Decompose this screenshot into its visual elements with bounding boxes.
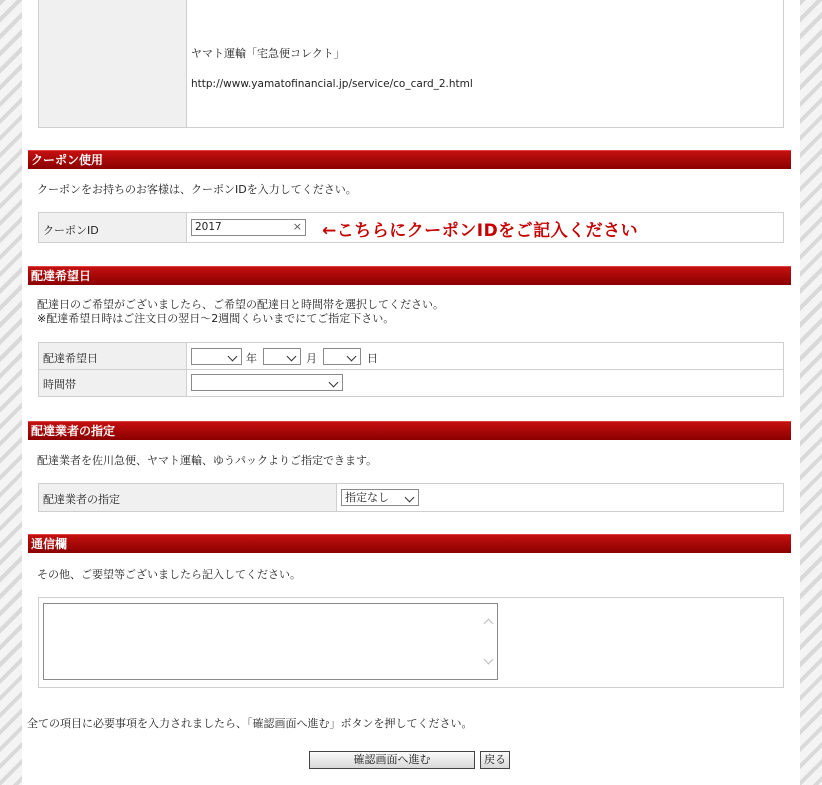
delivery-date-label: 配達希望日	[43, 352, 98, 365]
coupon-id-value: 2017	[195, 221, 222, 233]
delivery-date-description-line1: 配達日のご希望がございましたら、ご希望の配達日と時間帯を選択してください。	[37, 298, 444, 311]
coupon-section-header: クーポン使用	[28, 150, 791, 169]
carrier-section-header: 配達業者の指定	[28, 421, 791, 440]
coupon-annotation: ←こちらにクーポンIDをご記入ください	[322, 221, 639, 241]
month-select[interactable]	[263, 348, 301, 365]
message-scrollbar[interactable]	[481, 604, 497, 679]
yamato-collect-url[interactable]: http://www.yamatofinancial.jp/service/co_card_2.html	[191, 78, 473, 90]
chevron-down-icon	[227, 350, 239, 363]
yamato-collect-title: ヤマト運輸「宅急便コレクト」	[191, 47, 345, 60]
year-unit: 年	[246, 352, 257, 365]
year-select[interactable]	[191, 348, 242, 365]
order-form-page	[22, 0, 800, 785]
row-divider	[39, 369, 783, 370]
delivery-date-table	[38, 342, 784, 397]
chevron-down-icon	[328, 376, 340, 389]
chevron-down-icon	[346, 350, 358, 363]
clear-icon[interactable]: ×	[292, 220, 302, 233]
delivery-date-description-line2: ※配達希望日時はご注文日の翌日～2週間くらいまでにてご指定下さい。	[37, 312, 395, 325]
month-unit: 月	[306, 352, 317, 365]
submit-instruction: 全ての項目に必要事項を入力されましたら、「確認画面へ進む」ボタンを押してください。	[27, 717, 473, 730]
payment-info-label-cell	[39, 0, 187, 127]
message-description: その他、ご要望等ございましたら記入してください。	[37, 568, 301, 581]
delivery-date-section-header: 配達希望日	[28, 266, 791, 285]
carrier-select[interactable]	[341, 489, 419, 506]
carrier-select-value: 指定なし	[345, 491, 389, 504]
chevron-down-icon	[404, 491, 416, 504]
coupon-id-label: クーポンID	[43, 224, 99, 237]
coupon-id-input[interactable]	[191, 219, 306, 236]
time-slot-select[interactable]	[191, 374, 343, 391]
payment-info-table	[38, 0, 784, 128]
message-textarea[interactable]	[43, 603, 498, 680]
carrier-label: 配達業者の指定	[43, 493, 120, 506]
time-slot-label: 時間帯	[43, 378, 76, 391]
coupon-label-cell	[39, 213, 187, 242]
back-button[interactable]: 戻る	[480, 751, 510, 769]
message-table	[38, 597, 784, 688]
carrier-description: 配達業者を佐川急便、ヤマト運輸、ゆうパックよりご指定できます。	[37, 454, 378, 467]
carrier-table	[38, 483, 784, 512]
day-select[interactable]	[323, 348, 361, 365]
day-unit: 日	[367, 352, 378, 365]
background-pattern-left	[0, 0, 22, 785]
message-section-header: 通信欄	[28, 534, 791, 553]
chevron-down-icon[interactable]	[484, 655, 494, 665]
background-pattern-right	[800, 0, 822, 785]
coupon-description: クーポンをお持ちのお客様は、クーポンIDを入力してください。	[37, 183, 357, 196]
chevron-up-icon[interactable]	[484, 619, 494, 629]
chevron-down-icon	[286, 350, 298, 363]
carrier-label-cell	[39, 484, 337, 511]
confirm-button[interactable]: 確認画面へ進む	[309, 751, 475, 769]
